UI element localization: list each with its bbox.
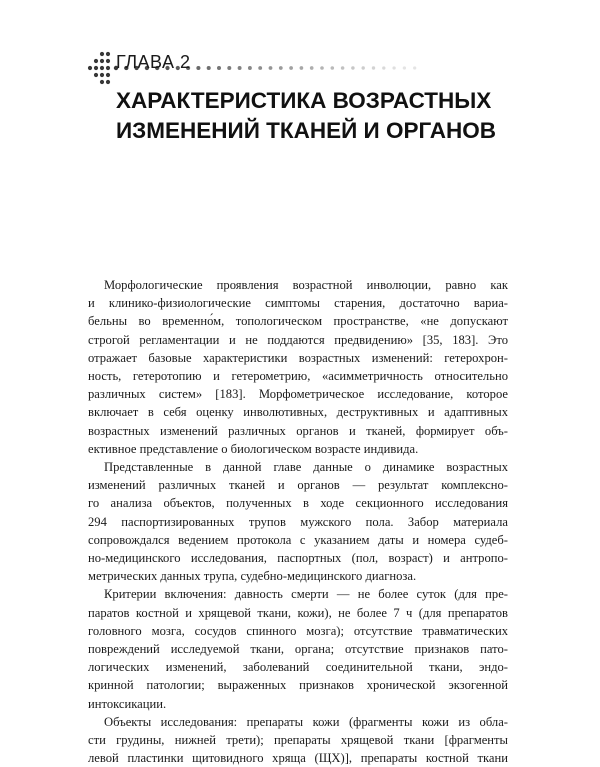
text-line: строгой регламентации и не поддаются предвидению» [35, 183]. Это bbox=[88, 332, 508, 347]
ornament-dot bbox=[106, 73, 110, 77]
ornament-dot bbox=[289, 66, 293, 70]
text-line: и клинико-физиологические симптомы старения, достаточно вариа- bbox=[88, 296, 508, 311]
text-line: но-медицинского исследования, паспортных (пол, возраст) и антропо- bbox=[88, 551, 508, 566]
text-line: возрастных изменений различных органов и тканей, формирует объ- bbox=[88, 423, 508, 438]
ornament-dot bbox=[196, 66, 200, 70]
ornament-dot bbox=[300, 66, 304, 70]
text-line: го анализа объектов, полученных в ходе секционного исследования bbox=[88, 496, 508, 511]
ornament-dot bbox=[88, 66, 92, 70]
paragraph bbox=[88, 585, 508, 712]
ornament-dot bbox=[331, 66, 335, 70]
chapter-label: ГЛАВА 2 bbox=[116, 52, 191, 72]
ornament-dot bbox=[100, 66, 104, 70]
ornament-dot bbox=[106, 52, 110, 56]
ornament-dot bbox=[248, 66, 252, 70]
ornament-dot bbox=[372, 66, 375, 69]
text-line: логических изменений, заболеваний соединительной ткани, эндо- bbox=[88, 660, 508, 675]
ornament-dot bbox=[258, 66, 262, 70]
ornament-dot bbox=[269, 66, 273, 70]
ornament-dot bbox=[341, 66, 345, 70]
ornament-dot bbox=[320, 66, 324, 70]
text-line: Объекты исследования: препараты кожи (фрагменты кожи из обла- bbox=[104, 714, 508, 729]
text-line: паратов костной и хрящевой ткани, кожи), не более 7 ч (для препаратов bbox=[88, 605, 508, 620]
ornament-dot bbox=[100, 73, 104, 77]
text-line: сти грудины, нижней трети); препараты хрящевой ткани [фрагменты bbox=[88, 733, 508, 748]
ornament-dot bbox=[100, 52, 104, 56]
ornament-dot bbox=[227, 66, 231, 70]
text-line: отражает базовые характеристики возрастных изменений: гетерохрон- bbox=[88, 350, 508, 365]
text-line: интоксикации. bbox=[88, 696, 167, 711]
ornament-dot bbox=[207, 66, 211, 70]
ornament-dot bbox=[94, 66, 98, 70]
ornament-dot bbox=[106, 80, 110, 84]
chapter-title bbox=[116, 86, 556, 146]
ornament-dot bbox=[100, 59, 104, 63]
text-line: Морфологические проявления возрастной инволюции, равно как bbox=[104, 278, 508, 292]
text-line: бельны во временно́м, топологическом пространстве, «не допускают bbox=[88, 314, 508, 329]
ornament-dot bbox=[94, 59, 98, 63]
ornament-dot bbox=[106, 66, 110, 70]
ornament-dot bbox=[100, 80, 104, 84]
ornament-dot bbox=[382, 66, 385, 69]
chapter-title-line-1: ХАРАКТЕРИСТИКА ВОЗРАСТНЫХ bbox=[116, 88, 492, 113]
text-line: различных систем» [183]. Морфометрическое исследование, которое bbox=[88, 387, 508, 402]
ornament-dot bbox=[279, 66, 283, 70]
text-line: 294 паспортизированных трупов мужского пола. Забор материала bbox=[88, 514, 508, 529]
paragraph bbox=[88, 458, 508, 585]
text-line: включает в себя оценку инволютивных, деструктивных и адаптивных bbox=[88, 405, 508, 420]
paragraph bbox=[88, 713, 508, 767]
ornament-dot bbox=[351, 66, 354, 69]
text-line: головного мозга, сосудов спинного мозга); отсутствие травматических bbox=[88, 623, 508, 638]
text-line: повреждений исследуемой ткани, органа; отсутствие признаков пато- bbox=[88, 642, 508, 657]
text-line: левой пластинки щитовидного хряща (ЩХ)], препараты костной ткани bbox=[88, 751, 508, 766]
body-text bbox=[88, 276, 508, 767]
ornament-dot bbox=[238, 66, 242, 70]
text-line: сопровождался ведением протокола с указанием даты и номера судеб- bbox=[88, 532, 508, 547]
ornament-dot bbox=[413, 66, 416, 69]
text-line: Критерии включения: давность смерти — не более суток (для пре- bbox=[104, 587, 508, 602]
text-line: ективное представление о биологическом возрасте индивида. bbox=[88, 441, 419, 456]
text-line: кринной патологии; выраженных признаков хронической экзогенной bbox=[88, 678, 508, 693]
ornament-dot bbox=[94, 73, 98, 77]
ornament-dot bbox=[106, 59, 110, 63]
ornament-dot bbox=[310, 66, 314, 70]
ornament-dot bbox=[403, 66, 406, 69]
ornament-dot bbox=[217, 66, 221, 70]
text-line: изменений различных тканей и органов — результат комплексно- bbox=[88, 478, 508, 493]
text-line: ность, гетеротопию и гетерометрию, «асимметричность относительно bbox=[88, 369, 508, 384]
chapter-title-line-2: ИЗМЕНЕНИЙ ТКАНЕЙ И ОРГАНОВ bbox=[116, 118, 497, 143]
text-line: Представленные в данной главе данные о динамике возрастных bbox=[104, 460, 508, 475]
ornament-dot bbox=[392, 66, 395, 69]
paragraph bbox=[88, 276, 508, 458]
ornament-dot bbox=[361, 66, 364, 69]
text-line: метрических данных трупа, судебно-медицинского диагноза. bbox=[88, 569, 417, 584]
